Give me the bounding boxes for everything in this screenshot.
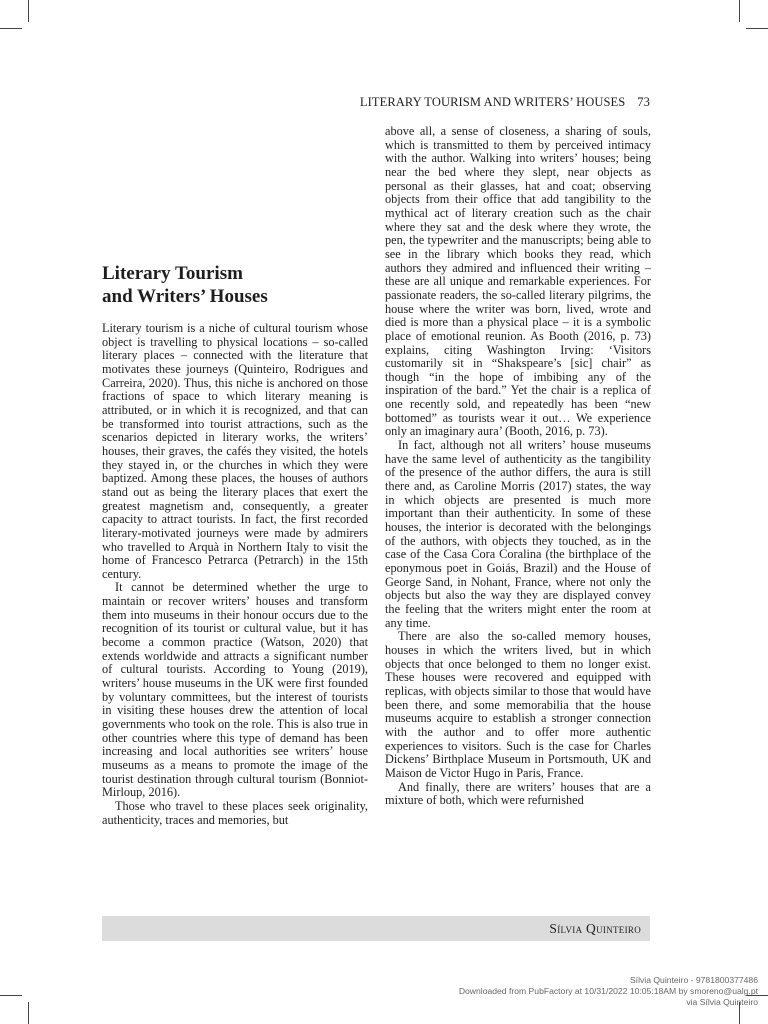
paragraph: above all, a sense of closeness, a sharing of souls, which is transmitted to them by perceived intimacy with the author. Walking into writers’ houses; being near the bed where they slept, near objects as personal as their glasses, hat and coat; observing objects from their office that add tangibility to the mythical act of literary creation such as the chair where they sat and the desk where they wrote, the pen, the typewriter and the manuscripts; being able to see in the library which books they read, which authors they admired and influenced their writing – these are all unique and remarkable experiences. For passionate readers, the so-called literary pilgrims, the house where the writer was born, lived, wrote and died is more than a physical place – it is a symbolic place of emotional reunion. As Booth (2016, p. 73) explains, citing Washington Irving: ‘Visitors customarily sit in “Shakspeare’s [sic] chair” as though “in the hope of imbibing any of the inspiration of the bard.” Yet the chair is a replica of one recently sold, and repeatedly has been “new bottomed” as tourists wear it out… We experience only an imaginary aura’ (Booth, 2016, p. 73). xyxy=(385,124,651,439)
crop-mark-top-left-h xyxy=(0,28,22,29)
paragraph: Literary tourism is a niche of cultural tourism whose object is travelling to physical locations – so-called literary places – connected with the literature that motivates these journeys (Quinteiro, Rodrigues and Carreira, 2020). Thus, this niche is anchored on those fractions of space to which literary meaning is attributed, or in which it is recognized, and that can be transformed into tourist attractions, such as the scenarios depicted in literary works, the writers’ houses, their graves, the cafés they visited, the hotels they stayed in, or the churches in which they were baptized. Among these places, the houses of authors stand out as being the literary places that exert the greatest magnetism and, consequently, a greater capacity to attract tourists. In fact, the first recorded literary-motivated journeys were made by admirers who travelled to Arquà in Northern Italy to visit the home of Francesco Petrarca (Petrarch) in the 15th century. xyxy=(102,321,368,581)
footer-line: Sílvia Quinteiro - 9781800377486 xyxy=(629,975,758,985)
crop-mark-bottom-left-v xyxy=(28,1002,29,1024)
crop-mark-top-right-v xyxy=(739,0,740,22)
paragraph: And finally, there are writers’ houses that are a mixture of both, which were refurnished xyxy=(385,779,651,808)
right-text-column xyxy=(385,125,651,808)
crop-mark-top-left-v xyxy=(28,0,29,22)
section-title-line-1: Literary Tourism xyxy=(102,263,243,284)
page-number: 73 xyxy=(637,95,650,109)
section-title-line-2: and Writers’ Houses xyxy=(102,286,268,307)
download-footer xyxy=(459,975,758,1008)
paragraph: It cannot be determined whether the urge to maintain or recover writers’ houses and transform them into museums in their honour occurs due to the recognition of its tourist or cultural value, but it has become a common practice (Watson, 2020) that extends worldwide and attracts a significant number of cultural tourists. According to Young (2019), writers’ house museums in the UK were first founded by voluntary committees, but the interest of tourists in visiting these houses drew the attention of local governments who took on the role. This is also true in other countries where this type of demand has been increasing and local authorities see writers’ house museums as a means to promote the image of the tourist destination through cultural tourism (Bonniot-Mirloup, 2016). xyxy=(102,580,368,800)
paragraph: In fact, although not all writers’ house museums have the same level of authenticity as the tangibility of the presence of the author differs, the aura is still there and, as Caroline Morris (2017) states, the way in which objects are presented is much more important than their authenticity. In some of these houses, the interior is decorated with the belongings of the authors, with objects they touched, as in the case of the Casa Cora Coralina (the birthplace of the eponymous poet in Goiás, Brazil) and the House of George Sand, in Nohant, France, where not only the objects but also the way they are displayed convey the feeling that the writers might enter the room at any time. xyxy=(385,438,651,630)
crop-mark-bottom-left-h xyxy=(0,995,22,996)
author-name: Sílvia Quinteiro xyxy=(549,921,641,936)
footer-line: via Sílvia Quinteiro xyxy=(686,997,758,1007)
section-title xyxy=(102,262,368,308)
running-title: LITERARY TOURISM AND WRITERS’ HOUSES xyxy=(359,95,626,109)
crop-mark-top-right-h xyxy=(746,28,768,29)
paragraph: There are also the so-called memory houses, houses in which the writers lived, but in which objects that once belonged to them no longer exist. These houses were recovered and equipped with replicas, with objects similar to those that would have been there, and some memorabilia that the house museums acquire to establish a stronger connection with the author and to offer more authentic experiences to visitors. Such is the case for Charles Dickens’ Birthplace Museum in Portsmouth, UK and Maison de Victor Hugo in Paris, France. xyxy=(385,629,651,780)
running-header xyxy=(102,95,650,110)
footer-line: Downloaded from PubFactory at 10/31/2022 10:05:18AM by smoreno@ualg.pt xyxy=(458,986,758,996)
paragraph: Those who travel to these places seek originality, authenticity, traces and memories, but xyxy=(102,798,368,827)
author-bar xyxy=(102,916,650,941)
left-text-column xyxy=(102,322,368,827)
